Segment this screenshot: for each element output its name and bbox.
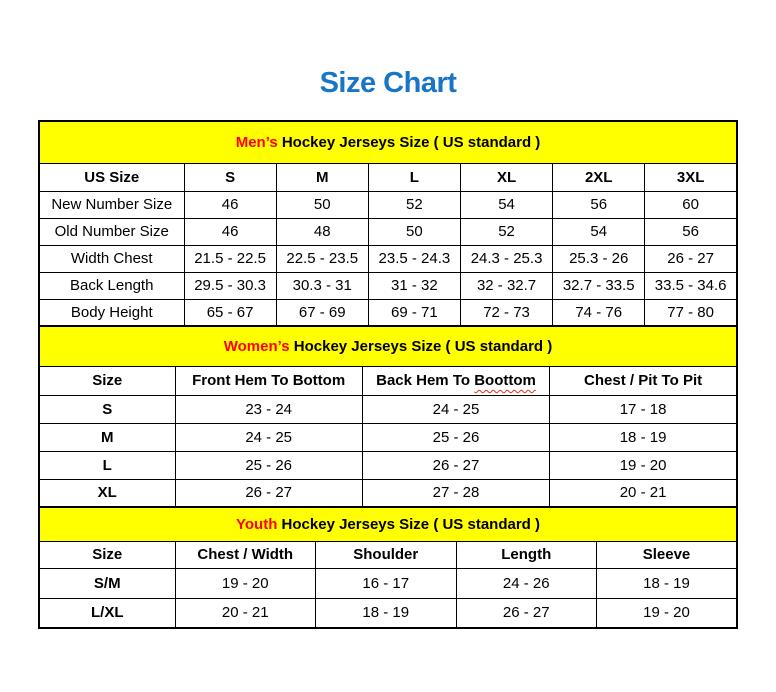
womens-size-value: 24 - 25 [362, 395, 549, 423]
womens-size-value: 18 - 19 [550, 423, 737, 451]
womens-row-label: M [39, 423, 175, 451]
mens-row-label: Width Chest [39, 245, 184, 272]
mens-size-value: 60 [645, 191, 737, 218]
youth-size-value: 18 - 19 [316, 598, 457, 628]
youth-column-header: Length [456, 541, 597, 568]
womens-size-table [38, 325, 738, 508]
womens-table-row [39, 423, 737, 451]
youth-header-row [39, 541, 737, 568]
mens-size-value: 72 - 73 [460, 299, 552, 326]
mens-size-value: 65 - 67 [184, 299, 276, 326]
womens-table-row [39, 479, 737, 507]
youth-table-row [39, 598, 737, 628]
mens-size-value: 32 - 32.7 [460, 272, 552, 299]
youth-column-header: Chest / Width [175, 541, 316, 568]
mens-size-value: 52 [460, 218, 552, 245]
mens-size-value: 46 [184, 218, 276, 245]
mens-size-value: 77 - 80 [645, 299, 737, 326]
womens-size-value: 24 - 25 [175, 423, 362, 451]
mens-row-label: Old Number Size [39, 218, 184, 245]
womens-section-band-row [39, 326, 737, 366]
womens-table-row [39, 451, 737, 479]
youth-table-row [39, 568, 737, 598]
mens-size-value: 56 [553, 191, 645, 218]
youth-size-value: 24 - 26 [456, 568, 597, 598]
spellcheck-underline: Boottom [474, 372, 536, 389]
mens-size-value: 48 [276, 218, 368, 245]
youth-section-title-highlight: Youth [236, 515, 278, 533]
womens-column-header: Back Hem To Boottom [362, 366, 549, 395]
youth-column-header: Shoulder [316, 541, 457, 568]
youth-row-label: L/XL [39, 598, 175, 628]
page-title: Size Chart [319, 67, 457, 99]
womens-size-value: 26 - 27 [362, 451, 549, 479]
mens-size-value: 74 - 76 [553, 299, 645, 326]
mens-table-row [39, 245, 737, 272]
womens-column-header: Front Hem To Bottom [175, 366, 362, 395]
youth-size-value: 16 - 17 [316, 568, 457, 598]
womens-row-label: L [39, 451, 175, 479]
mens-column-header: US Size [39, 163, 184, 191]
mens-column-header: 3XL [645, 163, 737, 191]
womens-section-title-highlight: Women’s [223, 337, 290, 355]
mens-row-label: New Number Size [39, 191, 184, 218]
mens-header-row [39, 163, 737, 191]
mens-section-title-highlight: Men’s [235, 133, 278, 151]
mens-size-value: 31 - 32 [368, 272, 460, 299]
mens-column-header: S [184, 163, 276, 191]
womens-table-row [39, 395, 737, 423]
mens-size-value: 67 - 69 [276, 299, 368, 326]
mens-size-value: 25.3 - 26 [553, 245, 645, 272]
womens-size-value: 20 - 21 [550, 479, 737, 507]
youth-size-value: 19 - 20 [597, 598, 738, 628]
womens-row-label: S [39, 395, 175, 423]
youth-size-value: 19 - 20 [175, 568, 316, 598]
mens-size-value: 24.3 - 25.3 [460, 245, 552, 272]
womens-size-value: 27 - 28 [362, 479, 549, 507]
womens-size-value: 25 - 26 [175, 451, 362, 479]
mens-size-value: 30.3 - 31 [276, 272, 368, 299]
womens-size-value: 23 - 24 [175, 395, 362, 423]
mens-section-title: Men’s Hockey Jerseys Size ( US standard ) [39, 121, 737, 163]
mens-size-value: 29.5 - 30.3 [184, 272, 276, 299]
mens-size-value: 46 [184, 191, 276, 218]
mens-column-header: XL [460, 163, 552, 191]
mens-size-value: 56 [645, 218, 737, 245]
mens-size-value: 54 [553, 218, 645, 245]
youth-section-title: Youth Hockey Jerseys Size ( US standard ) [39, 507, 737, 541]
mens-size-value: 21.5 - 22.5 [184, 245, 276, 272]
mens-size-value: 69 - 71 [368, 299, 460, 326]
mens-table-row [39, 218, 737, 245]
mens-column-header: M [276, 163, 368, 191]
youth-column-header: Size [39, 541, 175, 568]
youth-section-band-row [39, 507, 737, 541]
mens-size-value: 50 [368, 218, 460, 245]
womens-size-value: 19 - 20 [550, 451, 737, 479]
youth-row-label: S/M [39, 568, 175, 598]
mens-size-value: 23.5 - 24.3 [368, 245, 460, 272]
mens-table-row [39, 299, 737, 326]
mens-row-label: Body Height [39, 299, 184, 326]
womens-row-label: XL [39, 479, 175, 507]
youth-size-value: 20 - 21 [175, 598, 316, 628]
mens-size-value: 33.5 - 34.6 [645, 272, 737, 299]
mens-size-value: 52 [368, 191, 460, 218]
womens-size-value: 25 - 26 [362, 423, 549, 451]
mens-section-band-row [39, 121, 737, 163]
mens-size-value: 50 [276, 191, 368, 218]
youth-size-value: 18 - 19 [597, 568, 738, 598]
youth-column-header: Sleeve [597, 541, 738, 568]
mens-column-header: 2XL [553, 163, 645, 191]
womens-column-header: Chest / Pit To Pit [550, 366, 737, 395]
youth-size-table [38, 506, 738, 629]
mens-row-label: Back Length [39, 272, 184, 299]
mens-table-row [39, 272, 737, 299]
size-tables-container [38, 120, 738, 629]
mens-size-value: 32.7 - 33.5 [553, 272, 645, 299]
womens-header-row [39, 366, 737, 395]
mens-size-value: 26 - 27 [645, 245, 737, 272]
mens-size-value: 22.5 - 23.5 [276, 245, 368, 272]
womens-column-header: Size [39, 366, 175, 395]
mens-size-table [38, 120, 738, 327]
womens-section-title: Women’s Hockey Jerseys Size ( US standard ) [39, 326, 737, 366]
womens-size-value: 17 - 18 [550, 395, 737, 423]
mens-column-header: L [368, 163, 460, 191]
mens-size-value: 54 [460, 191, 552, 218]
youth-size-value: 26 - 27 [456, 598, 597, 628]
mens-table-row [39, 191, 737, 218]
womens-size-value: 26 - 27 [175, 479, 362, 507]
